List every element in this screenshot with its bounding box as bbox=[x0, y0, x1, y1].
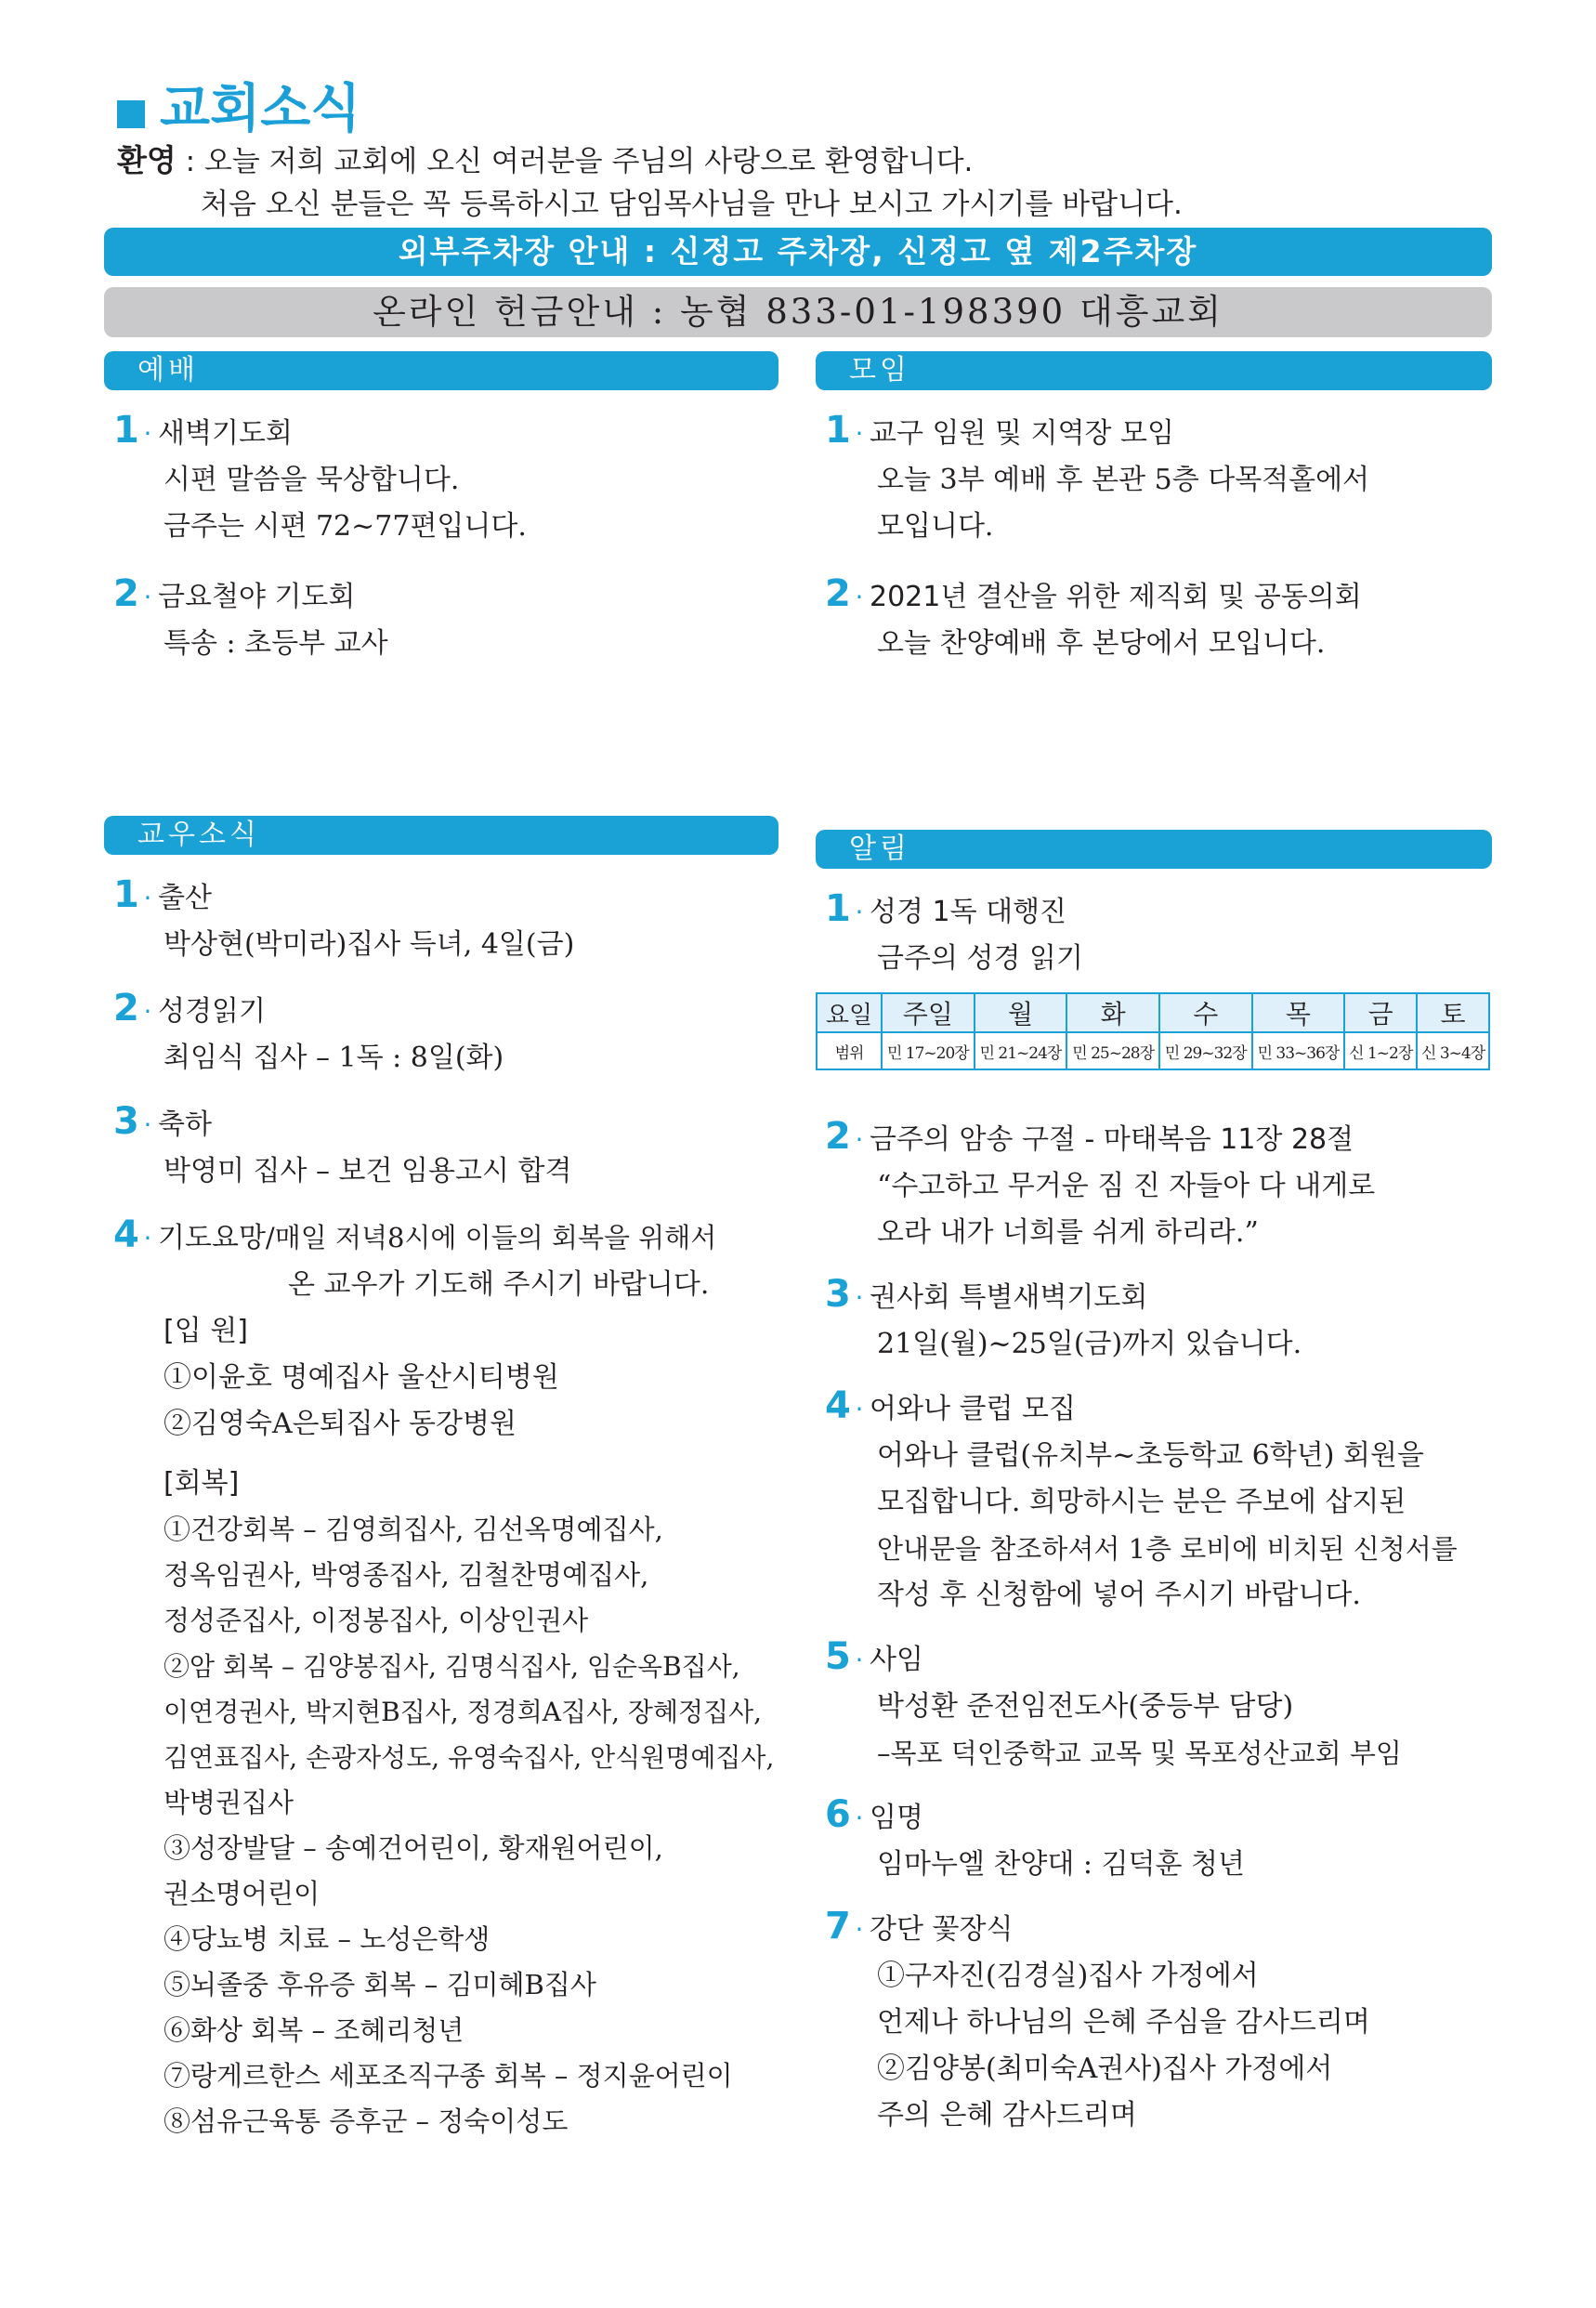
offering-banner: 온라인 헌금안내 : 농협 833-01-198390 대흥교회 bbox=[104, 287, 1492, 337]
notice-item: 5 · 사임 박성환 준전임전도사(중등부 담당) –목포 덕인중학교 교목 및 목포성산교회 부임 bbox=[825, 1633, 1498, 1777]
item-number: 1 bbox=[825, 409, 851, 452]
worship-item: 1 · 새벽기도회 시편 말씀을 묵상합니다. 금주는 시편 72~77편입니다. bbox=[113, 407, 782, 550]
item-line: 금주는 시편 72~77편입니다. bbox=[164, 510, 527, 543]
schedule-range-row bbox=[817, 1032, 1489, 1069]
table-cell: 주일 bbox=[882, 993, 975, 1032]
item-title: 사임 bbox=[870, 1644, 923, 1676]
recovery-line: ⑥화상 회복 – 조혜리청년 bbox=[164, 2014, 464, 2046]
table-cell: 민 17~20장 bbox=[882, 1032, 975, 1069]
member-news-item: 1 · 출산 박상현(박미라)집사 득녀, 4일(금) bbox=[113, 872, 791, 968]
recovery-line: ⑧섬유근육통 증후군 – 정숙이성도 bbox=[164, 2105, 569, 2137]
recovery-line: ②암 회복 – 김양봉집사, 김명식집사, 임순옥B집사, bbox=[164, 1651, 740, 1682]
table-cell: 수 bbox=[1159, 993, 1252, 1032]
table-cell: 요일 bbox=[817, 993, 882, 1032]
table-cell: 화 bbox=[1066, 993, 1159, 1032]
item-title: 기도요망 bbox=[158, 1222, 266, 1254]
page-title: 교회소식 bbox=[160, 79, 361, 139]
item-line: 최임식 집사 – 1독 : 8일(화) bbox=[164, 1042, 504, 1074]
item-title: 교구 임원 및 지역장 모임 bbox=[870, 417, 1174, 450]
item-line: 안내문을 참조하셔서 1층 로비에 비치된 신청서를 bbox=[877, 1533, 1458, 1565]
item-line: 주의 은혜 감사드리며 bbox=[877, 2099, 1137, 2131]
item-line: 특송 : 초등부 교사 bbox=[164, 627, 388, 660]
item-line: 금주의 성경 읽기 bbox=[877, 942, 1083, 975]
schedule-day-row bbox=[817, 993, 1489, 1032]
recovery-line: ⑦랑게르한스 세포조직구종 회복 – 정지윤어린이 bbox=[164, 2060, 733, 2092]
item-title: 임명 bbox=[870, 1802, 923, 1834]
item-title: 권사회 특별새벽기도회 bbox=[870, 1281, 1148, 1314]
notice-item: 4 · 어와나 클럽 모집 어와나 클럽(유치부~초등학교 6학년) 회원을 모집합니다. 희망하시는 분은 주보에 삽지된 안내문을 참조하셔서 1층 로비에 비치된 신청서를 작성 후 신청함에 넣어 주시기 바랍니다. bbox=[825, 1383, 1498, 1619]
item-title: 새벽기도회 bbox=[158, 417, 293, 450]
item-number: 6 bbox=[825, 1793, 851, 1836]
item-title: 성경 1독 대행진 bbox=[870, 896, 1067, 928]
notices-heading: 알림 bbox=[816, 830, 1492, 869]
item-number: 4 bbox=[825, 1384, 851, 1427]
welcome-line-1: : 오늘 저희 교회에 오신 여러분을 주님의 사랑으로 환영합니다. bbox=[176, 145, 974, 178]
recovery-line: 김연표집사, 손광자성도, 유영숙집사, 안식원명예집사, bbox=[164, 1742, 775, 1773]
item-title: 성경읽기 bbox=[158, 995, 266, 1028]
item-number: 4 bbox=[113, 1213, 139, 1256]
item-title: 금요철야 기도회 bbox=[158, 581, 356, 613]
notice-item: 2 · 금주의 암송 구절 - 마태복음 11장 28절 “수고하고 무거운 짐 진 자들아 다 내게로 오라 내가 너희를 쉬게 하리라.” bbox=[825, 1113, 1498, 1256]
inpatient-line: ②김영숙A은퇴집사 동강병원 bbox=[164, 1408, 517, 1440]
meeting-item: 2 · 2021년 결산을 위한 제직회 및 공동의회 오늘 찬양예배 후 본당에서 모입니다. bbox=[825, 570, 1494, 667]
notices-list bbox=[825, 1113, 1498, 2139]
item-line: ①구자진(김경실)집사 가정에서 bbox=[877, 1960, 1259, 1992]
member-news-list bbox=[113, 872, 791, 2144]
item-number: 1 bbox=[113, 873, 139, 916]
item-title: 2021년 결산을 위한 제직회 및 공동의회 bbox=[870, 581, 1362, 613]
item-title-suffix: /매일 저녁8시에 이들의 회복을 위해서 bbox=[265, 1222, 717, 1253]
member-news-item: 3 · 축하 박영미 집사 – 보건 임용고시 합격 bbox=[113, 1098, 791, 1195]
item-number: 3 bbox=[113, 1100, 139, 1143]
inpatient-label: [입 원] bbox=[164, 1315, 248, 1347]
recovery-line: 박병권집사 bbox=[164, 1787, 294, 1818]
notice-item: 6 · 임명 임마누엘 찬양대 : 김덕훈 청년 bbox=[825, 1791, 1498, 1888]
welcome-label: 환영 bbox=[117, 142, 177, 178]
item-line: –목포 덕인중학교 교목 및 목포성산교회 부임 bbox=[877, 1738, 1402, 1769]
bible-reading-item: 1 · 성경 1독 대행진 금주의 성경 읽기 bbox=[825, 885, 1494, 982]
item-number: 7 bbox=[825, 1905, 851, 1947]
table-cell: 금 bbox=[1344, 993, 1417, 1032]
item-number: 1 bbox=[825, 887, 851, 930]
parking-banner: 외부주차장 안내 : 신정고 주차장, 신정고 옆 제2주차장 bbox=[104, 228, 1492, 276]
item-line: 21일(월)~25일(금)까지 있습니다. bbox=[877, 1328, 1302, 1360]
member-news-heading: 교우소식 bbox=[104, 816, 778, 855]
title-square-icon bbox=[117, 100, 145, 128]
worship-item: 2 · 금요철야 기도회 특송 : 초등부 교사 bbox=[113, 570, 782, 667]
meeting-list bbox=[825, 407, 1494, 667]
item-title: 어와나 클럽 모집 bbox=[870, 1393, 1076, 1425]
bible-schedule-table bbox=[816, 992, 1490, 1070]
table-cell: 목 bbox=[1252, 993, 1345, 1032]
item-title: 출산 bbox=[158, 882, 212, 914]
item-title: 금주의 암송 구절 - 마태복음 11장 28절 bbox=[870, 1123, 1354, 1156]
item-line: ②김양봉(최미숙A권사)집사 가정에서 bbox=[877, 2052, 1333, 2085]
recovery-line: ⑤뇌졸중 후유증 회복 – 김미혜B집사 bbox=[164, 1969, 596, 2000]
table-cell: 민 33~36장 bbox=[1252, 1032, 1345, 1069]
table-cell: 신 3~4장 bbox=[1417, 1032, 1489, 1069]
item-line: 오늘 찬양예배 후 본당에서 모입니다. bbox=[877, 627, 1326, 660]
table-cell: 월 bbox=[975, 993, 1067, 1032]
table-cell: 민 25~28장 bbox=[1066, 1032, 1159, 1069]
item-number: 2 bbox=[825, 572, 851, 615]
notice-item: 7 · 강단 꽃장식 ①구자진(김경실)집사 가정에서 언제나 하나님의 은혜 주심을 감사드리며 ②김양봉(최미숙A권사)집사 가정에서 주의 은혜 감사드리며 bbox=[825, 1903, 1498, 2139]
item-line: 박성환 준전임전도사(중등부 담당) bbox=[877, 1690, 1294, 1723]
item-title: 강단 꽃장식 bbox=[870, 1913, 1014, 1946]
worship-list bbox=[113, 407, 782, 667]
item-title: 축하 bbox=[158, 1108, 212, 1141]
item-line: 모입니다. bbox=[877, 510, 994, 543]
item-number: 5 bbox=[825, 1635, 851, 1678]
item-line: 임마누엘 찬양대 : 김덕훈 청년 bbox=[877, 1848, 1246, 1881]
recovery-line: 정옥임권사, 박영종집사, 김철찬명예집사, bbox=[164, 1559, 649, 1591]
member-news-item: 4 · 기도요망/매일 저녁8시에 이들의 회복을 위해서 온 교우가 기도해 주시기 바랍니다. [입 원] ①이윤호 명예집사 울산시티병원 ②김영숙A은퇴집사 동강병원 [회복] ①건강회복 – 김영희집사, 김선옥명예집사, 정옥임권사, 박영종집사, 김철찬명예집사, 정성준집사, 이정봉집사, 이상인권사 ②암 회복 – 김양봉집사, 김명식집사, 임순옥B집사, 이연경권사, 박지현B집사, 정경희A집사, 장혜정집사, 김연표집사, 손광자성도, 유영숙집사, 안식원명예집사, 박병권집사 ③성장발달 – 송예건어린이, 황재원어린이, 권소명어린이 ④당뇨병 치료 – 노성은학생 ⑤뇌졸중 후유증 회복 – 김미혜B집사 ⑥화상 회복 – 조혜리청년 ⑦랑게르한스 세포조직구종 회복 – 정지윤어린이 ⑧섬유근육통 증후군 – 정숙이성도 bbox=[113, 1212, 791, 2144]
item-number: 2 bbox=[113, 572, 139, 615]
table-cell: 신 1~2장 bbox=[1344, 1032, 1417, 1069]
table-cell: 범위 bbox=[817, 1032, 882, 1069]
table-cell: 토 bbox=[1417, 993, 1489, 1032]
item-line: 모집합니다. 희망하시는 분은 주보에 삽지된 bbox=[877, 1486, 1406, 1518]
recovery-line: ③성장발달 – 송예건어린이, 황재원어린이, bbox=[164, 1832, 663, 1864]
recovery-line: 정성준집사, 이정봉집사, 이상인권사 bbox=[164, 1605, 589, 1636]
item-number: 3 bbox=[825, 1273, 851, 1316]
welcome-line-2: 처음 오신 분들은 꼭 등록하시고 담임목사님을 만나 보시고 가시기를 바랍니다. bbox=[201, 188, 1183, 221]
recovery-label: [회복] bbox=[164, 1467, 240, 1500]
item-line: 오라 내가 너희를 쉬게 하리라.” bbox=[877, 1216, 1259, 1249]
notice-item: 3 · 권사회 특별새벽기도회 21일(월)~25일(금)까지 있습니다. bbox=[825, 1271, 1498, 1368]
item-line: 온 교우가 기도해 주시기 바랍니다. bbox=[288, 1268, 710, 1301]
table-cell: 민 21~24장 bbox=[975, 1032, 1067, 1069]
item-number: 1 bbox=[113, 409, 139, 452]
item-number: 2 bbox=[113, 987, 139, 1029]
meeting-heading: 모임 bbox=[816, 351, 1492, 390]
item-line: 시편 말씀을 묵상합니다. bbox=[164, 464, 460, 496]
meeting-item: 1 · 교구 임원 및 지역장 모임 오늘 3부 예배 후 본관 5층 다목적홀에서 모입니다. bbox=[825, 407, 1494, 550]
item-line: 어와나 클럽(유치부~초등학교 6학년) 회원을 bbox=[877, 1439, 1424, 1472]
recovery-line: ①건강회복 – 김영희집사, 김선옥명예집사, bbox=[164, 1514, 663, 1545]
item-line: 언제나 하나님의 은혜 주심을 감사드리며 bbox=[877, 2006, 1370, 2039]
item-number: 2 bbox=[825, 1115, 851, 1158]
recovery-line: 이연경권사, 박지현B집사, 정경희A집사, 장혜정집사, bbox=[164, 1697, 763, 1727]
worship-heading: 예배 bbox=[104, 351, 778, 390]
item-line: 작성 후 신청함에 넣어 주시기 바랍니다. bbox=[877, 1579, 1361, 1611]
member-news-item: 2 · 성경읽기 최임식 집사 – 1독 : 8일(화) bbox=[113, 985, 791, 1082]
inpatient-line: ①이윤호 명예집사 울산시티병원 bbox=[164, 1361, 559, 1394]
recovery-line: 권소명어린이 bbox=[164, 1878, 321, 1909]
item-line: 박영미 집사 – 보건 임용고시 합격 bbox=[164, 1155, 572, 1187]
welcome-block bbox=[117, 139, 1183, 226]
recovery-line: ④당뇨병 치료 – 노성은학생 bbox=[164, 1923, 491, 1955]
item-line: 오늘 3부 예배 후 본관 5층 다목적홀에서 bbox=[877, 464, 1370, 496]
item-line: 박상현(박미라)집사 득녀, 4일(금) bbox=[164, 928, 575, 961]
item-line: “수고하고 무거운 짐 진 자들아 다 내게로 bbox=[877, 1170, 1376, 1202]
table-cell: 민 29~32장 bbox=[1159, 1032, 1252, 1069]
